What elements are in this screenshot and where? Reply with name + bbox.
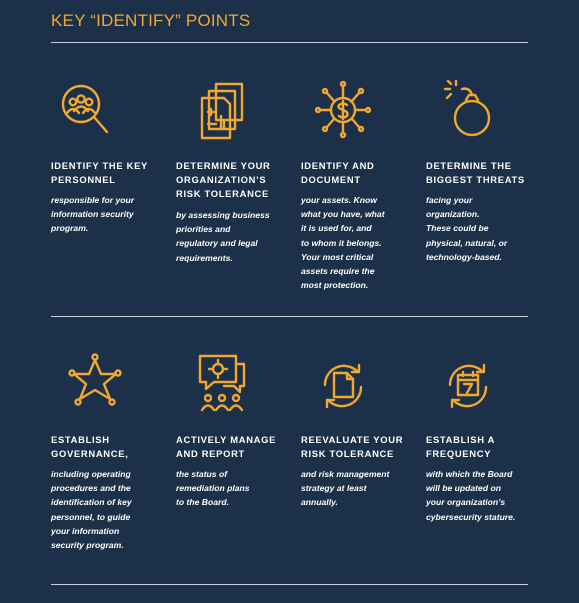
dollar-network-icon bbox=[315, 78, 371, 140]
point-description: and risk management strategy at least annually. bbox=[301, 469, 390, 508]
chat-gear-people-icon bbox=[194, 352, 250, 414]
point-heading: IDENTIFY THE KEY PERSONNEL bbox=[51, 160, 148, 185]
point-description: including operating procedures and the identification of key personnel, to guide your information security program. bbox=[51, 469, 132, 551]
point-heading: IDENTIFY AND DOCUMENT bbox=[301, 160, 375, 185]
point-description: responsible for your information security program. bbox=[51, 195, 135, 234]
top-divider bbox=[51, 42, 528, 43]
point-heading: ESTABLISH GOVERNANCE, bbox=[51, 434, 129, 459]
document-cycle-icon bbox=[315, 355, 371, 417]
star-badge-icon bbox=[67, 352, 123, 414]
point-description: facing your organization. These could be physical, natural, or technology-based. bbox=[426, 195, 508, 262]
bomb-icon bbox=[440, 80, 496, 142]
calendar-cycle-icon bbox=[440, 355, 496, 417]
point-heading: ESTABLISH A FREQUENCY bbox=[426, 434, 496, 459]
magnifier-people-icon bbox=[57, 80, 113, 142]
point-description: your assets. Know what you have, what it is used for, and to whom it belongs. Your most critical assets require the most protection. bbox=[301, 195, 385, 291]
point-description: with which the Board will be updated on your organization’s cybersecurity stature. bbox=[426, 469, 516, 522]
point-heading: ACTIVELY MANAGE AND REPORT bbox=[176, 434, 277, 459]
point-heading: REEVALUATE YOUR RISK TOLERANCE bbox=[301, 434, 404, 459]
bottom-divider bbox=[51, 584, 528, 585]
point-description: by assessing business priorities and regulatory and legal requirements. bbox=[176, 210, 270, 263]
page-title: KEY “IDENTIFY” POINTS bbox=[51, 11, 251, 30]
point-heading: DETERMINE THE BIGGEST THREATS bbox=[426, 160, 525, 185]
documents-icon bbox=[194, 80, 250, 142]
point-heading: DETERMINE YOUR ORGANIZATION’S RISK TOLERANCE bbox=[176, 160, 271, 199]
middle-divider bbox=[51, 316, 528, 317]
point-description: the status of remediation plans to the Board. bbox=[176, 469, 250, 508]
